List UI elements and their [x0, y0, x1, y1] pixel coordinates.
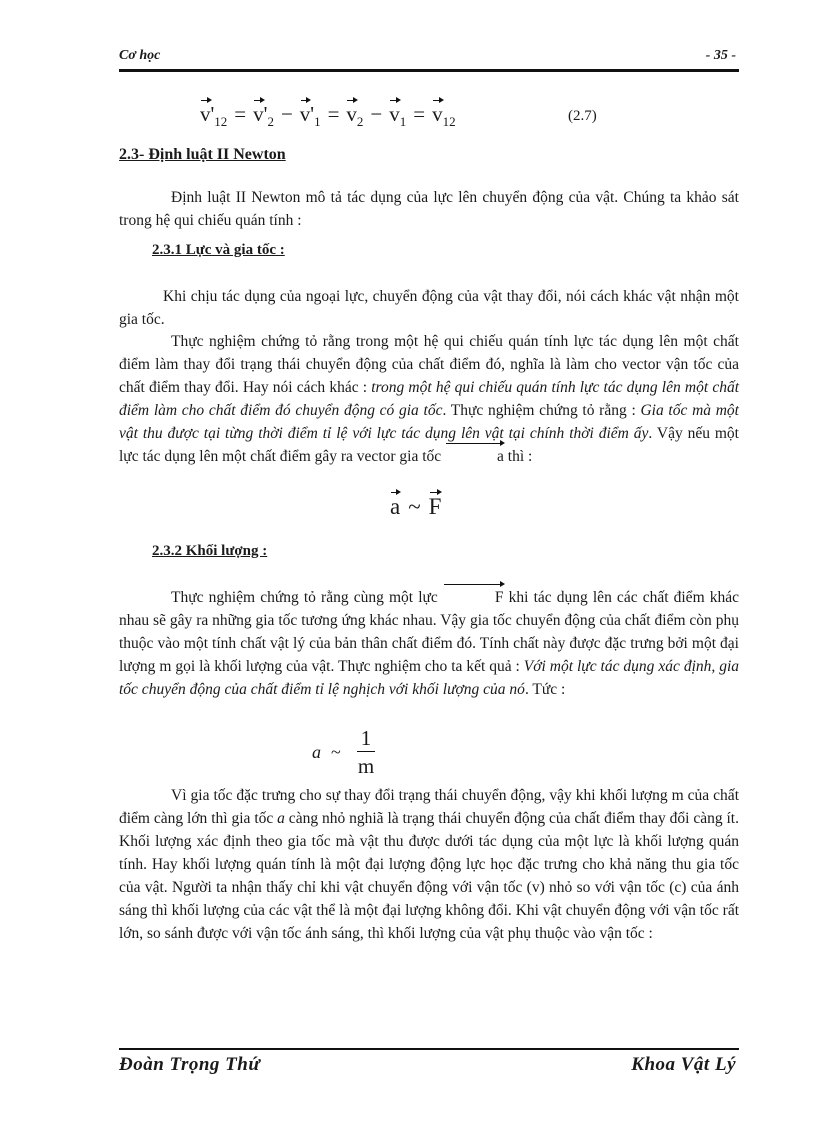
- paragraph-external-force: Khi chịu tác dụng của ngoại lực, chuyển động của vật thay đổi, nói cách khác vật nhận một gia tốc.: [119, 288, 739, 328]
- formula-a-inverse-m: a ~ $\frac{1}{m}$: [312, 726, 375, 778]
- header-rule: [119, 69, 739, 72]
- subsection-title-mass: 2.3.2 Khối lượng :: [152, 543, 268, 559]
- formula-a-proportional-F: a ~ F: [390, 494, 442, 519]
- equation-number: (2.7): [568, 108, 597, 124]
- paragraph-experiment: Thực nghiệm chứng tỏ rằng trong một hệ qui chiếu quán tính lực tác dụng lên một chất điểm làm thay đổi trạng thái chuyển động của chất điểm đó, nghĩa là làm cho vector vận tốc của chất điểm thay đổi. Hay nói cách khác : trong một hệ qui chiếu quán tính lực tác dụng lên một chất điểm làm cho chất điểm đó chuyển động có gia tốc. Thực nghiệm chứng tỏ rằng : Gia tốc mà một vật thu được tại từng thời điểm tỉ lệ với lực tác dụng lên vật tại chính thời điểm ấy. Vậy nếu một lực tác dụng lên một chất điểm gây ra vector gia tốc a thì :: [119, 330, 739, 468]
- paragraph-mass: Thực nghiệm chứng tỏ rằng cùng một lực F khi tác dụng lên các chất điểm khác nhau sẽ gây ra những gia tốc tương ứng khác nhau. Vậy gia tốc chuyển động của chất điểm còn phụ thuộc vào một tính chất vật lý của bản thân chất điểm đó. Tính chất này được đặc trưng bởi một đại lượng m gọi là khối lượng của vật. Thực nghiệm cho ta kết quả : Với một lực tác dụng xác định, gia tốc chuyển động của chất điểm tỉ lệ nghịch với khối lượng của nó. Tức :: [119, 586, 739, 701]
- subsection-title-force: 2.3.1 Lực và gia tốc :: [152, 242, 285, 258]
- footer-department: Khoa Vật Lý: [631, 1054, 736, 1075]
- intro-paragraph: Định luật II Newton mô tả tác dụng của lực lên chuyển động của vật. Chúng ta khảo sát trong hệ qui chiếu quán tính :: [119, 189, 739, 229]
- footer-rule: [119, 1048, 739, 1050]
- section-title: 2.3- Định luật II Newton: [119, 146, 286, 163]
- fraction: $\frac{1}{m}$: [357, 726, 375, 778]
- footer-author: Đoàn Trọng Thứ: [119, 1054, 261, 1075]
- header-title: Cơ học: [119, 48, 161, 63]
- equation-2-7: $v'_{12}$ = $v'_2$ − $v'_1$ = $v_2$ − $v_1$ = $v_{12}$: [200, 102, 456, 130]
- page-number: - 35 -: [705, 48, 736, 63]
- paragraph-inertial-mass: Vì gia tốc đặc trưng cho sự thay đổi trạng thái chuyển động, vậy khi khối lượng m của chất điểm càng lớn thì gia tốc a càng nhỏ nghiã là trạng thái chuyển động của chất điểm thay đổi càng ít. Khối lượng xác định theo gia tốc mà vật thu được dưới tác dụng của một lực là khối lượng quán tính. Hay khối lượng quán tính là một đại lượng động lực học đặc trưng cho khả năng thu gia tốc của vật. Người ta nhận thấy chỉ khi vật chuyển động với vận tốc (v) nhỏ so với vận tốc (c) của ánh sáng thì khối lượng của các vật thể là một đại lượng không đổi. Khi vật chuyển động với vận tốc rất lớn, so sánh được với vận tốc ánh sáng, thì khối lượng của vật phụ thuộc vào vận tốc :: [119, 787, 739, 942]
